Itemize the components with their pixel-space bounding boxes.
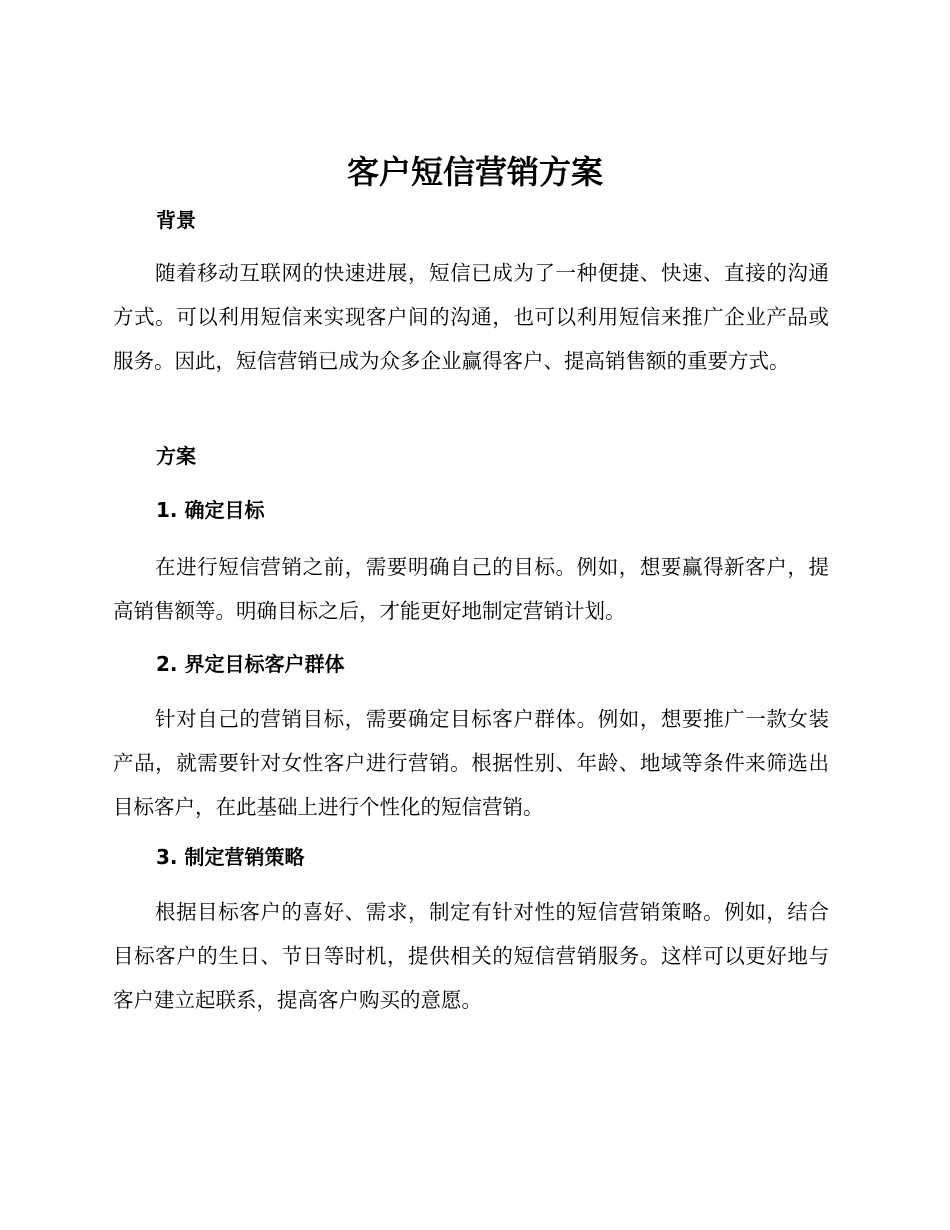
step-heading-target-group: 2. 界定目标客户群体 <box>156 652 345 676</box>
step-paragraph-strategy: 根据目标客户的喜好、需求，制定有针对性的短信营销策略。例如，结合目标客户的生日、节日等时机，提供相关的短信营销服务。这样可以更好地与客户建立起联系，提高客户购买的意愿。 <box>113 900 829 1012</box>
document-title: 客户短信营销方案 <box>346 153 603 191</box>
section-heading-plan: 方案 <box>156 444 196 468</box>
background-paragraph: 随着移动互联网的快速进展，短信已成为了一种便捷、快速、直接的沟通方式。可以利用短信来实现客户间的沟通，也可以利用短信来推广企业产品或服务。因此，短信营销已成为众多企业赢得客户、提高销售额的重要方式。 <box>113 261 829 373</box>
step-heading-strategy: 3. 制定营销策略 <box>156 845 305 869</box>
step-paragraph-target-group: 针对自己的营销目标，需要确定目标客户群体。例如，想要推广一款女装产品，就需要针对女性客户进行营销。根据性别、年龄、地域等条件来筛选出目标客户，在此基础上进行个性化的短信营销。 <box>113 707 829 819</box>
step-heading-define-goal: 1. 确定目标 <box>156 498 265 522</box>
step-paragraph-define-goal: 在进行短信营销之前，需要明确自己的目标。例如，想要赢得新客户，提高销售额等。明确目标之后，才能更好地制定营销计划。 <box>113 555 829 623</box>
section-heading-background: 背景 <box>156 208 196 232</box>
